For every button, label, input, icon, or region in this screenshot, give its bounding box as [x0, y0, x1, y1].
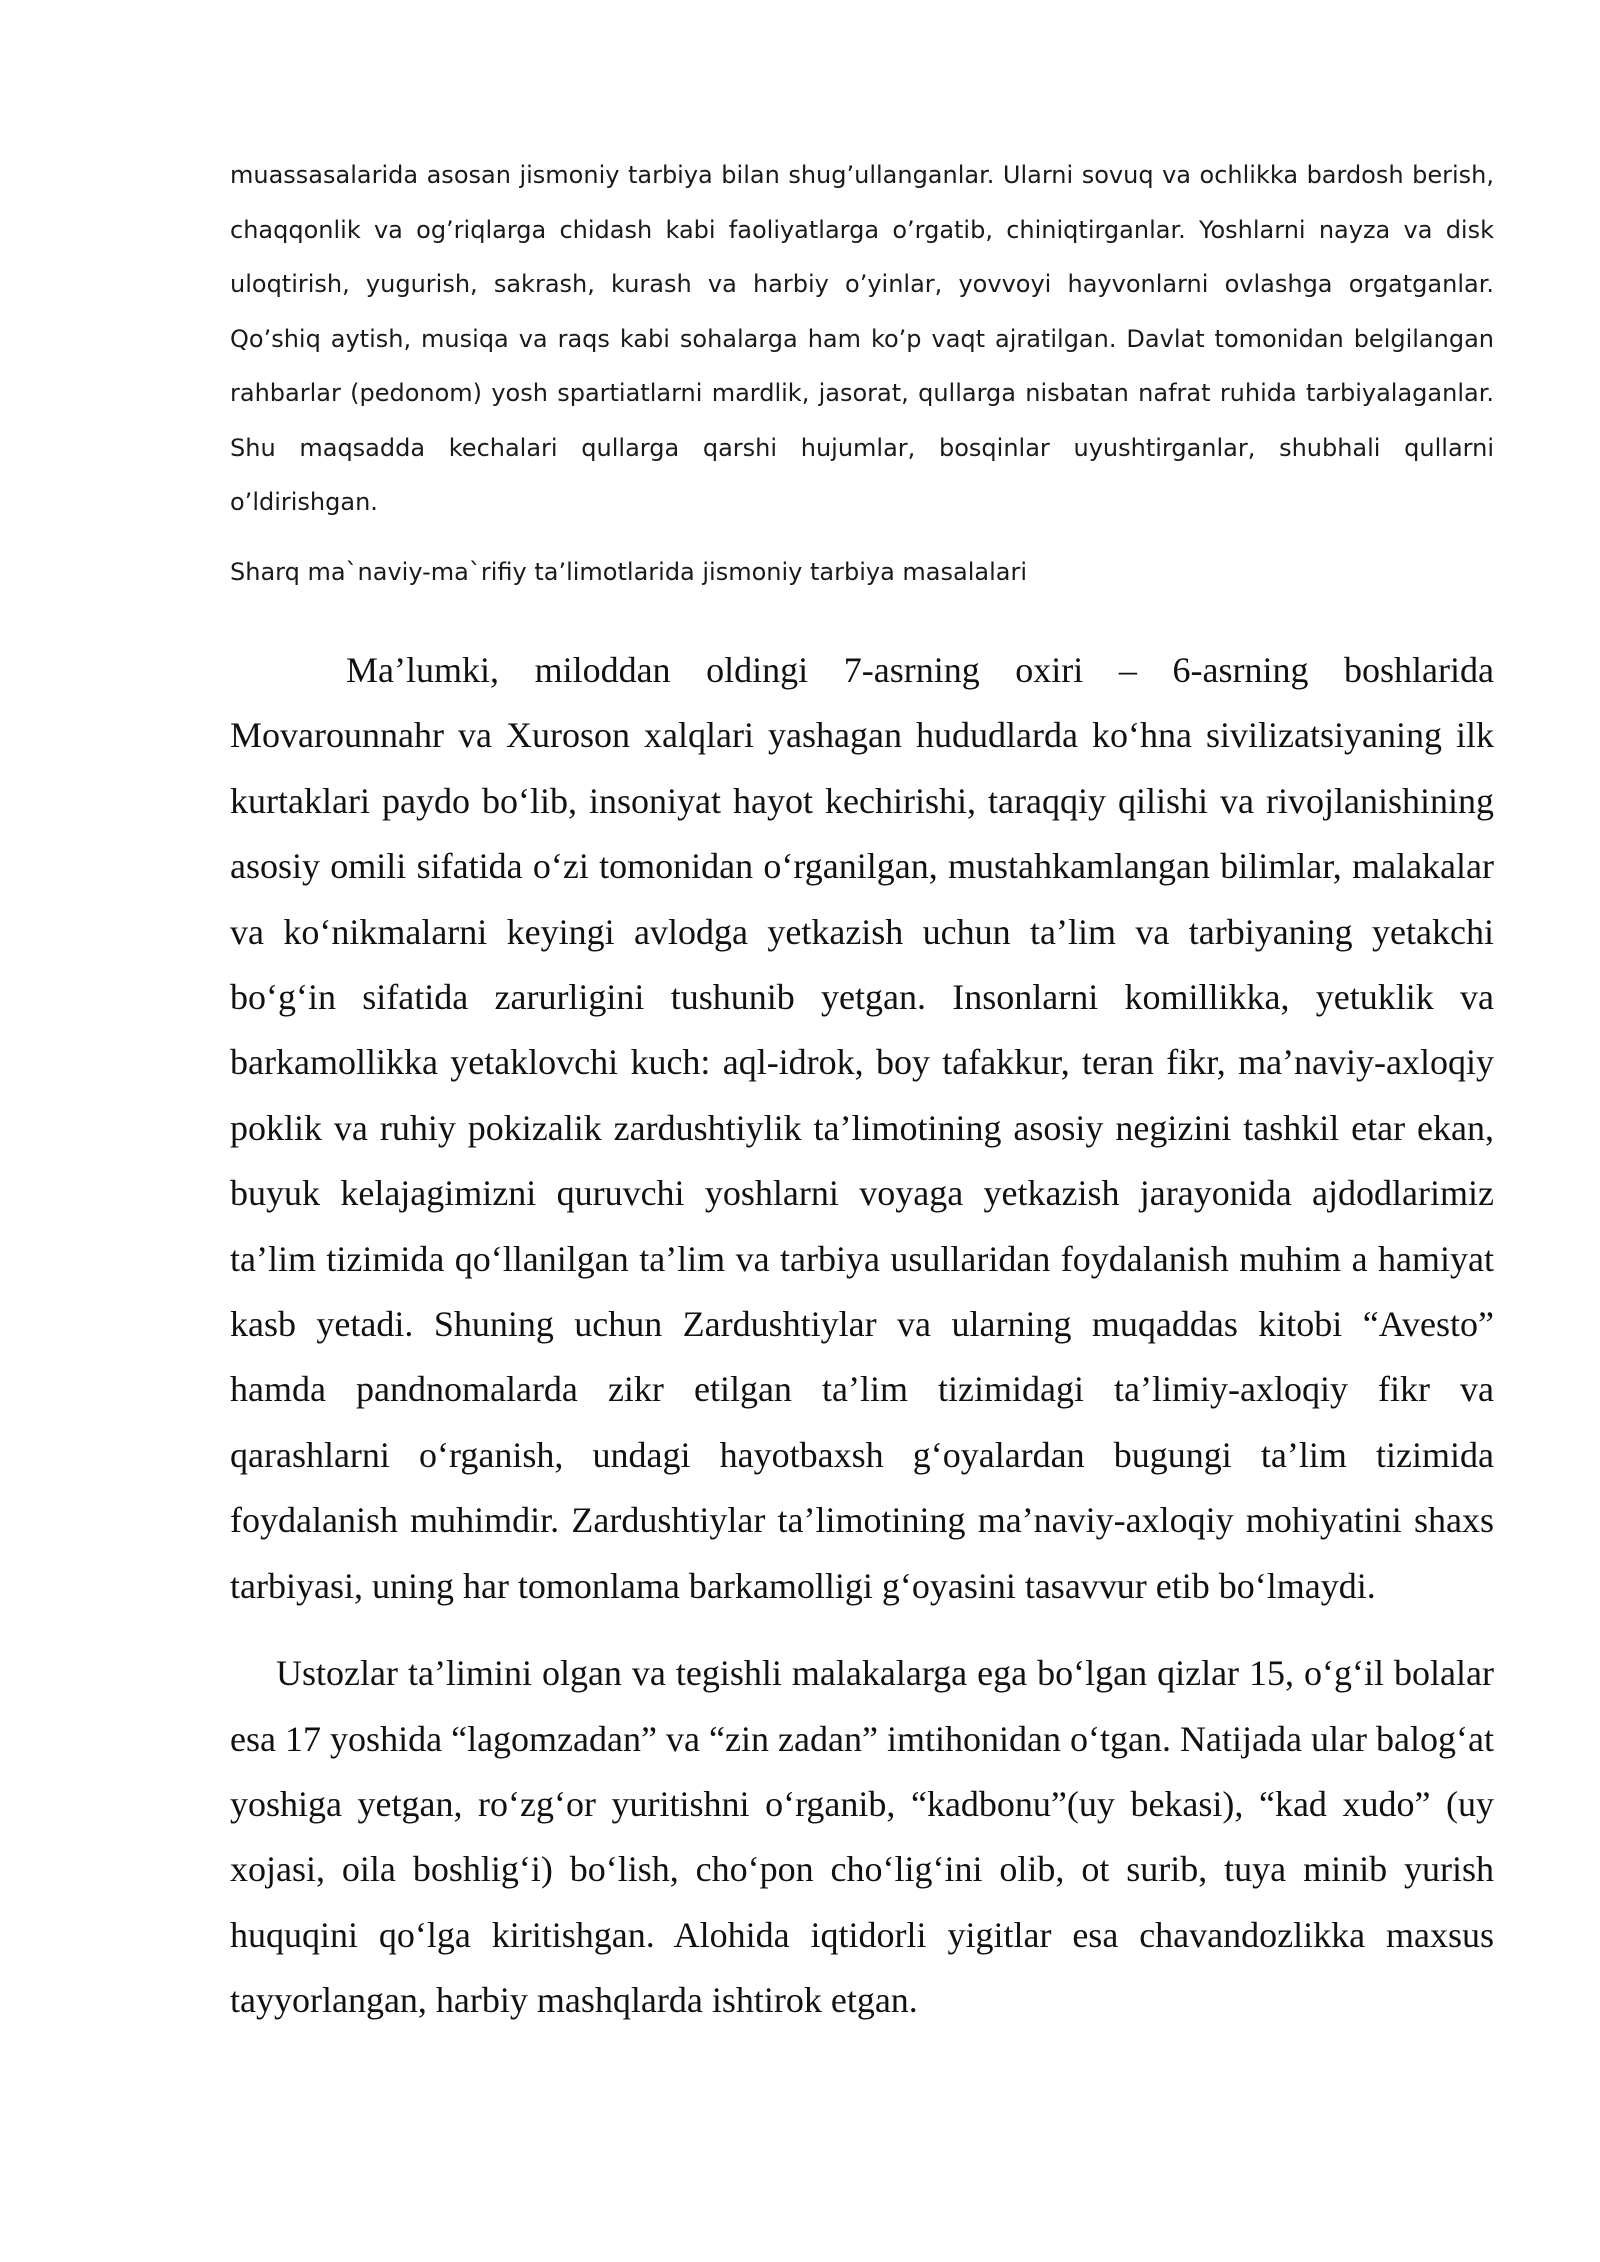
intro-paragraph: muassasalarida asosan jismoniy tarbiya bilan shug’ullanganlar. Ularni sovuq va ochlikka bardosh berish, chaqqonlik va og’riqlarga chidash kabi faoliyatlarga o’rgatib, chiniqtirganlar. Yoshlarni nayza va disk uloqtirish, yugurish, sakrash, kurash va harbiy o’yinlar, yovvoyi hayvonlarni ovlashga orgatganlar. Qo’shiq aytish, musiqa va raqs kabi sohalarga ham ko’p vaqt ajratilgan. Davlat tomonidan belgilangan rahbarlar (pedonom) yosh spartiatlarni mardlik, jasorat, qullarga nisbatan nafrat ruhida tarbiyalaganlar. Shu maqsadda kechalari qullarga qarshi hujumlar, bosqinlar uyushtirganlar, shubhali qullarni o’ldirishgan. — [230, 161, 1494, 516]
body-paragraph-2: Ustozlar ta’limini olgan va tegishli malakalarga ega bo‘lgan qizlar 15, o‘g‘il bolalar esa 17 yoshida “lagomzadan” va “zin zadan” imtihonidan o‘tgan. Natijada ular balog‘at yoshiga yetgan, ro‘zg‘or yuritishni o‘rganib, “kadbonu”(uy bekasi), “kad xudo” (uy xojasi, oila boshlig‘i) bo‘lish, cho‘pon cho‘lig‘ini olib, ot surib, tuya minib yurish huquqini qo‘lga kiritishgan. Alohida iqtidorli yigitlar esa chavandozlikka maxsus tayyorlangan, harbiy mashqlarda ishtirok etgan. — [230, 1653, 1494, 2021]
body-paragraph-1: Ma’lumki, miloddan oldingi 7-asrning oxiri – 6-asrning boshlarida Movarounnahr va Xuroson xalqlari yashagan hududlarda ko‘hna sivilizatsiyaning ilk kurtaklari paydo bo‘lib, insoniyat hayot kechirishi, taraqqiy qilishi va rivojlanishining asosiy omili sifatida o‘zi tomonidan o‘rganilgan, mustahkamlangan bilimlar, malakalar va ko‘nikmalarni keyingi avlodga yetkazish uchun ta’lim va tarbiyaning yetakchi bo‘g‘in sifatida zarurligini tushunib yetgan. Insonlarni komillikka, yetuklik va barkamollikka yetaklovchi kuch: aql-idrok, boy tafakkur, teran fikr, ma’naviy-axloqiy poklik va ruhiy pokizalik zardushtiylik ta’limotining asosiy negizini tashkil etar ekan, buyuk kelajagimizni quruvchi yoshlarni voyaga yetkazish jarayonida ajdodlarimiz ta’lim tizimida qo‘llanilgan ta’lim va tarbiya usullaridan foydalanish muhim a hamiyat kasb yetadi. Shuning uchun Zardushtiylar va ularning muqaddas kitobi “Avesto” hamda pandnomalarda zikr etilgan ta’lim tizimidagi ta’limiy-axloqiy fikr va qarashlarni o‘rganish, undagi hayotbaxsh g‘oyalardan bugungi ta’lim tizimida foydalanish muhimdir. Zardushtiylar ta’limotining ma’naviy-axloqiy mohiyatini shaxs tarbiyasi, uning har tomonlama barkamolligi g‘oyasini tasavvur etib bo‘lmaydi. — [230, 650, 1494, 1606]
section-heading: Sharq ma`naviy-ma`rifiy ta’limotlarida jismoniy tarbiya masalalari — [230, 558, 1028, 586]
main-text-block — [230, 638, 1494, 2034]
document-page — [230, 148, 1494, 2021]
